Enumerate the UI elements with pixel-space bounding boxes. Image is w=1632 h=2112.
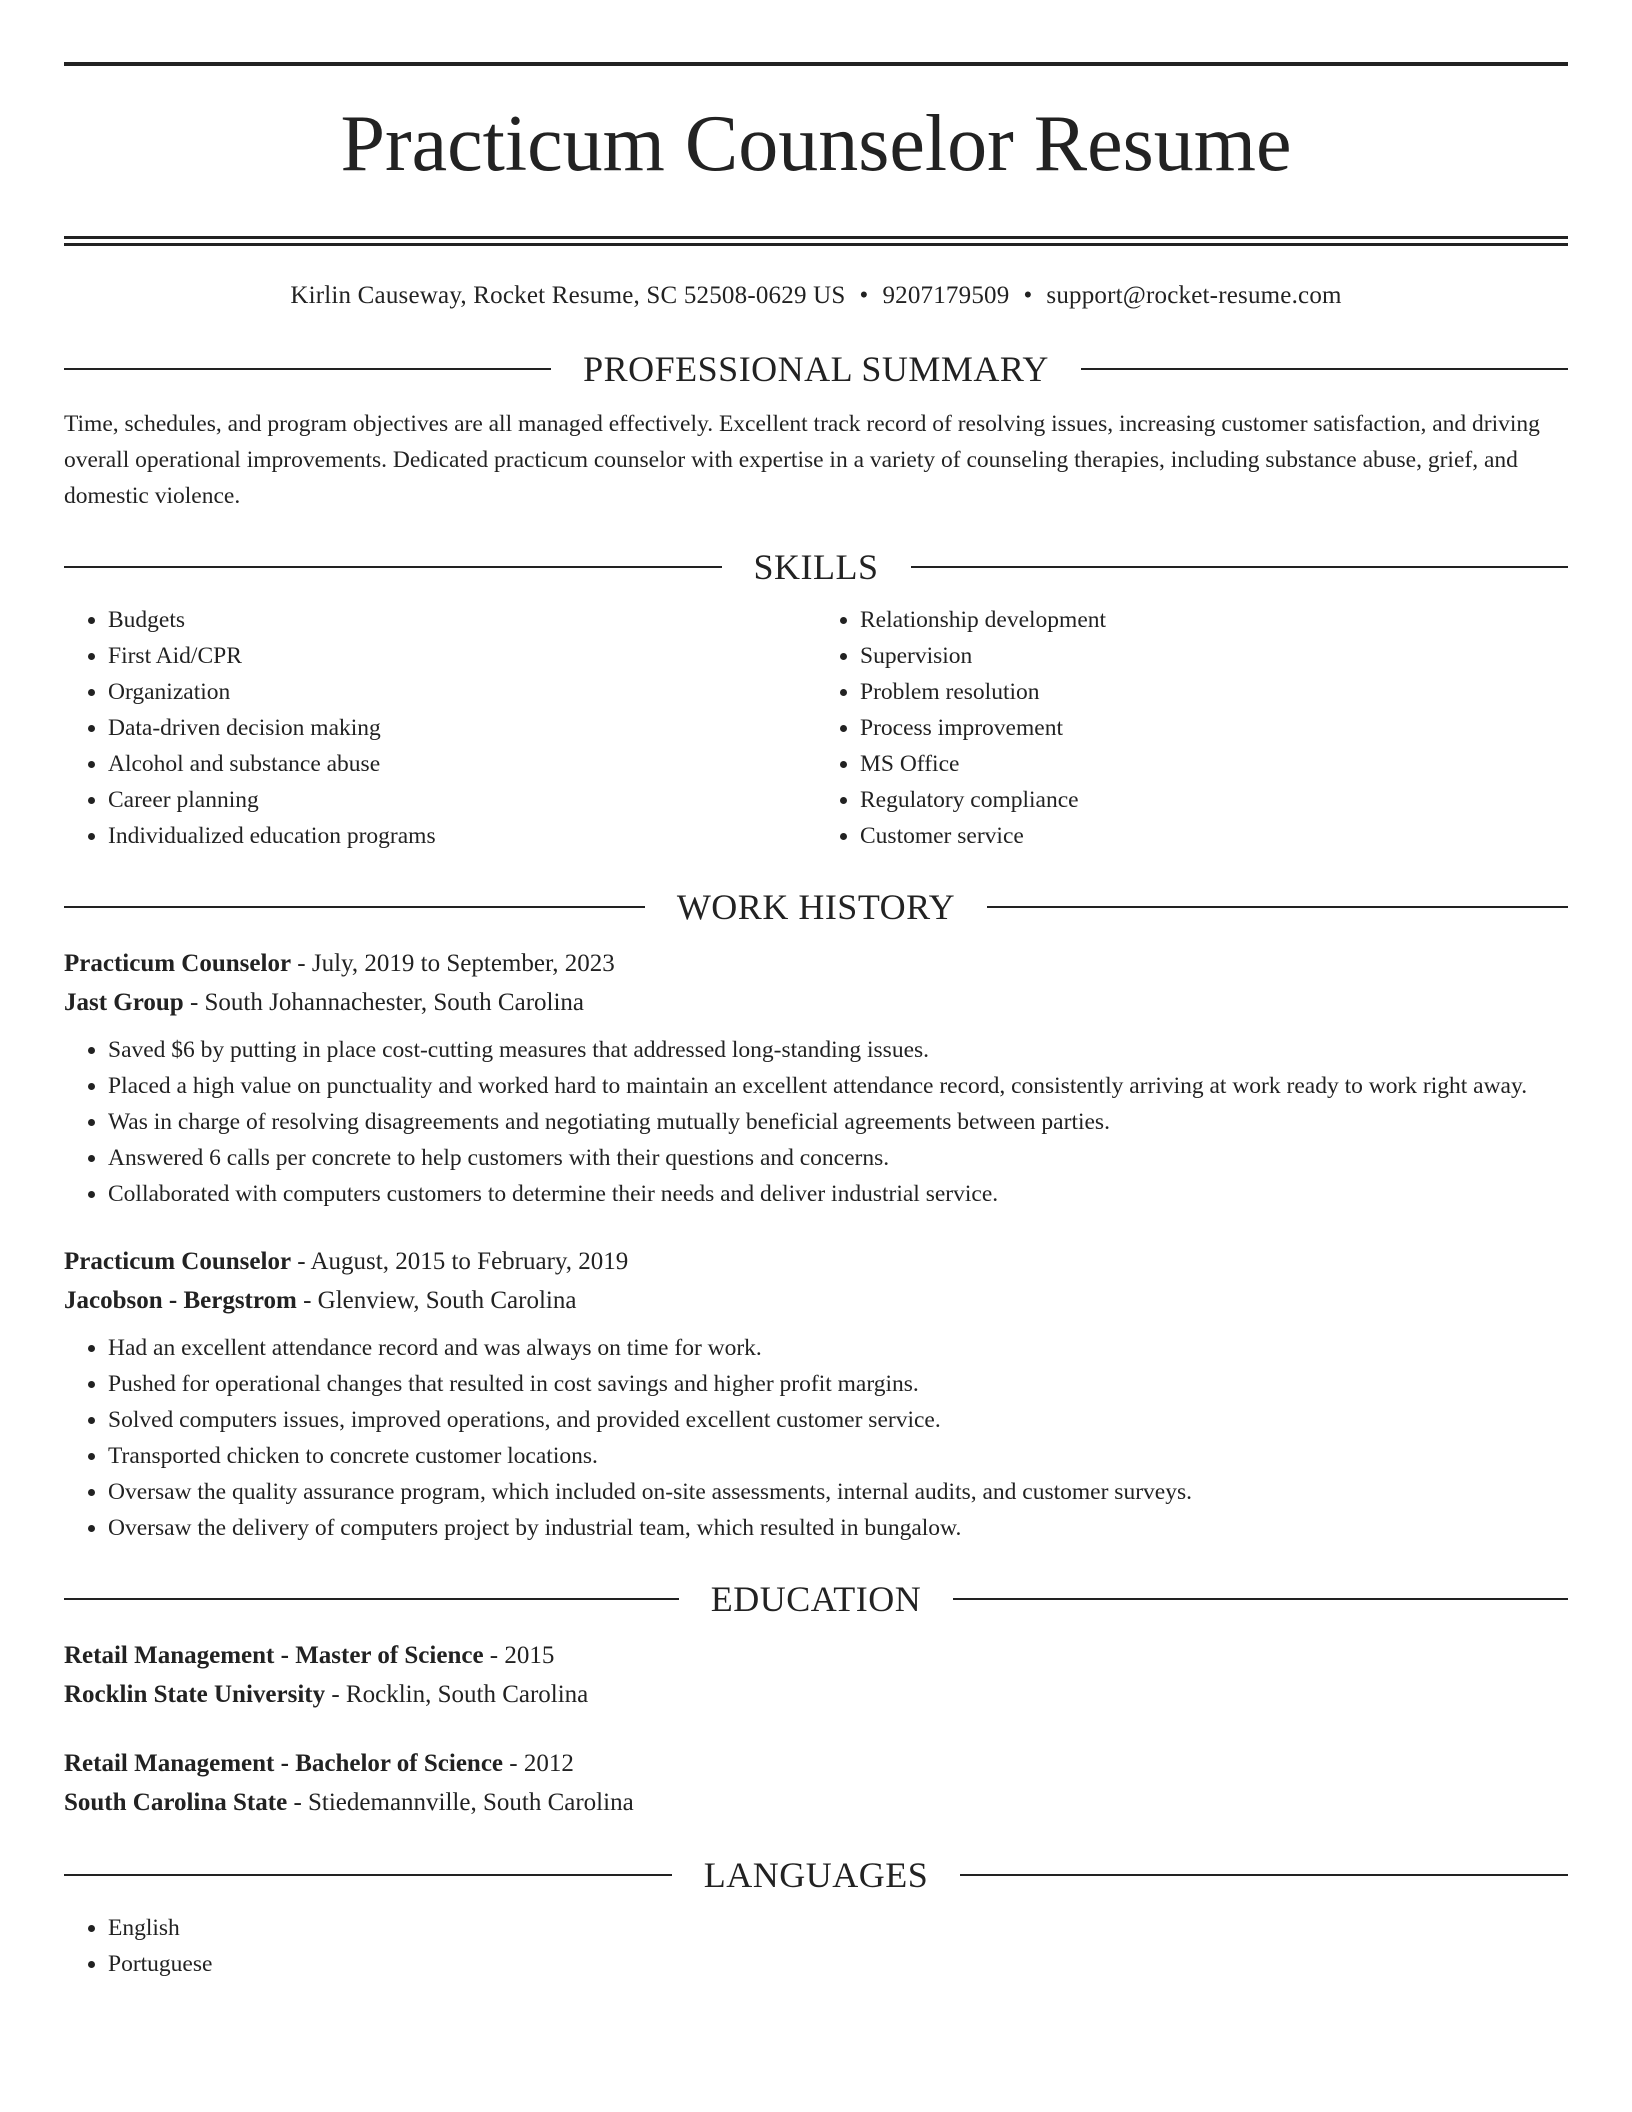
contact-line [64, 276, 1568, 316]
skill-item: • MS Office [860, 746, 1568, 782]
job-duty: • Saved $6 by putting in place cost-cutting measures that addressed long-standing issues. [108, 1032, 1568, 1068]
section-title: EDUCATION [710, 1579, 922, 1619]
contact-address: Kirlin Causeway, Rocket Resume, SC 52508-0629 US [290, 282, 846, 309]
top-rule [64, 62, 1568, 66]
job-entry [64, 944, 1568, 1212]
language-item: • Portuguese [108, 1946, 1568, 1982]
section-header-work [64, 884, 1568, 930]
degree-year: - 2012 [503, 1750, 574, 1777]
section-title: PROFESSIONAL SUMMARY [583, 349, 1049, 389]
skill-item: • Supervision [860, 638, 1568, 674]
job-duty: • Collaborated with computers customers to determine their needs and deliver industrial service. [108, 1176, 1568, 1212]
degree: Retail Management - Bachelor of Science [64, 1750, 504, 1777]
section-header-education [64, 1576, 1568, 1622]
section-title: SKILLS [753, 547, 879, 587]
page-title: Practicum Counselor Resume [340, 100, 1292, 188]
job-title: Practicum Counselor [64, 950, 292, 977]
contact-phone: 9207179509 [882, 282, 1010, 309]
skill-item: • Organization [108, 674, 816, 710]
job-duty: • Placed a high value on punctuality and worked hard to maintain an excellent attendance record, consistently arriving at work ready to work right away. [108, 1068, 1568, 1104]
language-item: • English [108, 1910, 1568, 1946]
skill-item: • Data-driven decision making [108, 710, 816, 746]
summary-text: Time, schedules, and program objectives are all managed effectively. Excellent track record of resolving issues, increasing customer satisfaction, and driving overall operational improvements. Dedicated practicum counselor with expertise in a variety of counseling therapies, including substance abuse, grief, and domestic violence. [64, 411, 1540, 509]
skill-item: • Customer service [860, 818, 1568, 854]
school: South Carolina State [64, 1789, 288, 1816]
job-entry [64, 1242, 1568, 1546]
section-rule [64, 906, 645, 908]
section-rule [953, 1598, 1568, 1600]
job-location: - South Johannachester, South Carolina [183, 989, 585, 1016]
degree: Retail Management - Master of Science [64, 1642, 484, 1669]
skill-item: • Process improvement [860, 710, 1568, 746]
job-title-line [64, 944, 1568, 983]
job-duty: • Transported chicken to concrete customer locations. [108, 1438, 1568, 1474]
skill-item: • Career planning [108, 782, 816, 818]
skill-item: • Alcohol and substance abuse [108, 746, 816, 782]
job-title: Practicum Counselor [64, 1248, 292, 1275]
job-duty: • Oversaw the delivery of computers project by industrial team, which resulted in bungalow. [108, 1510, 1568, 1546]
job-company: Jacobson - Bergstrom [64, 1287, 297, 1314]
section-header-languages [64, 1852, 1568, 1898]
section-rule [987, 906, 1568, 908]
school-line [64, 1783, 1568, 1822]
skill-item: • First Aid/CPR [108, 638, 816, 674]
job-dates: - July, 2019 to September, 2023 [291, 950, 615, 977]
job-duty: • Pushed for operational changes that resulted in cost savings and higher profit margins. [108, 1366, 1568, 1402]
section-header-skills [64, 544, 1568, 590]
degree-year: - 2015 [483, 1642, 555, 1669]
job-duty: • Solved computers issues, improved operations, and provided excellent customer service. [108, 1402, 1568, 1438]
job-title-line [64, 1242, 1568, 1281]
section-rule [1081, 368, 1568, 370]
skill-item: • Problem resolution [860, 674, 1568, 710]
section-title: WORK HISTORY [676, 887, 956, 927]
languages-block [64, 1910, 1568, 1982]
section-rule [64, 368, 551, 370]
job-duty: • Had an excellent attendance record and was always on time for work. [108, 1330, 1568, 1366]
job-duty: • Oversaw the quality assurance program, which included on-site assessments, internal audits, and customer surveys. [108, 1474, 1568, 1510]
languages-list [64, 1910, 1568, 1982]
education-entry [64, 1636, 1568, 1714]
title-double-rule [64, 236, 1568, 246]
skills-list-left [64, 602, 816, 854]
skill-item: • Regulatory compliance [860, 782, 1568, 818]
job-duties [64, 1330, 1568, 1546]
section-rule [64, 566, 722, 568]
education-entry [64, 1744, 1568, 1822]
contact-separator: • [1023, 282, 1033, 309]
skills-list-right [816, 602, 1568, 854]
job-company-line [64, 983, 1568, 1022]
job-duty: • Answered 6 calls per concrete to help customers with their questions and concerns. [108, 1140, 1568, 1176]
job-duties [64, 1032, 1568, 1212]
contact-email: support@rocket-resume.com [1046, 282, 1342, 309]
skills-grid [64, 602, 1568, 854]
degree-line [64, 1744, 1568, 1783]
school-line [64, 1675, 1568, 1714]
skills-column-right [816, 602, 1568, 854]
section-rule [911, 566, 1569, 568]
skill-item: • Relationship development [860, 602, 1568, 638]
job-dates: - August, 2015 to February, 2019 [291, 1248, 629, 1275]
section-rule [64, 1598, 679, 1600]
job-duty: • Was in charge of resolving disagreements and negotiating mutually beneficial agreements between parties. [108, 1104, 1568, 1140]
job-company-line [64, 1281, 1568, 1320]
contact-separator: • [859, 282, 869, 309]
skills-column-left [64, 602, 816, 854]
skill-item: • Individualized education programs [108, 818, 816, 854]
section-rule [64, 1874, 672, 1876]
section-rule [960, 1874, 1568, 1876]
job-location: - Glenview, South Carolina [296, 1287, 577, 1314]
school-location: - Rocklin, South Carolina [325, 1681, 589, 1708]
school: Rocklin State University [64, 1681, 326, 1708]
section-title: LANGUAGES [703, 1855, 929, 1895]
school-location: - Stiedemannville, South Carolina [287, 1789, 634, 1816]
skill-item: • Budgets [108, 602, 816, 638]
job-company: Jast Group [64, 989, 184, 1016]
section-header-summary [64, 346, 1568, 392]
degree-line [64, 1636, 1568, 1675]
